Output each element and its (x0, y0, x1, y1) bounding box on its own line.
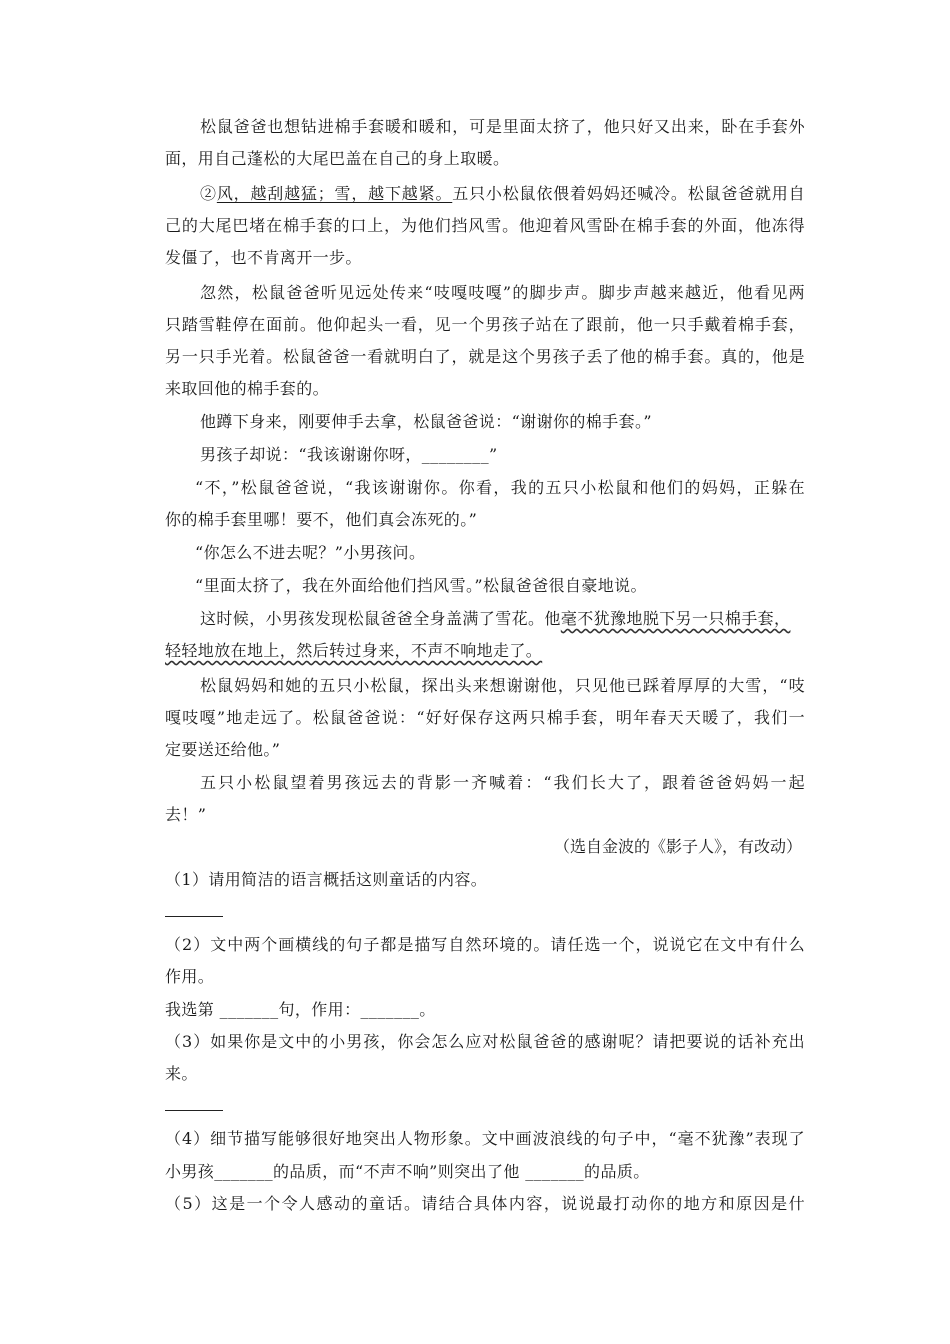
story-p11-line1: 五只小松鼠望着男孩远去的背影一齐喊着：“我们长大了，跟着爸爸妈妈一起 (200, 773, 805, 792)
story-p3-line3: 另一只手光着。松鼠爸爸一看就明白了，就是这个男孩子丢了他的棉手套。真的，他是 (165, 347, 805, 366)
story-p5-blank: ________ (421, 445, 489, 464)
story-p5-text: 男孩子却说：“我该谢谢你呀， (200, 445, 422, 464)
story-p10-line2: 嘎吱嘎”地走远了。松鼠爸爸说：“好好保存这两只棉手套，明年春天天暖了，我们一 (165, 708, 805, 727)
question-2-answer: 我选第 _______句，作用：_______。 (165, 1000, 436, 1019)
story-p7: “你怎么不进去呢？”小男孩问。 (195, 543, 426, 562)
story-p2-line2: 己的大尾巴堵在棉手套的口上，为他们挡风雪。他迎着风雪卧在棉手套的外面，他冻得 (165, 216, 805, 235)
story-p9-line1 (200, 608, 805, 630)
story-p11-line2: 去！” (165, 805, 207, 824)
story-p4: 他蹲下身来，刚要伸手去拿，松鼠爸爸说：“谢谢你的棉手套。” (200, 412, 652, 431)
story-p1-line1: 松鼠爸爸也想钻进棉手套暖和暖和，可是里面太挤了，他只好又出来，卧在手套外 (200, 117, 805, 136)
source-citation: （选自金波的《影子人》，有改动） (553, 837, 802, 856)
question-5-line1: （5）这是一个令人感动的童话。请结合具体内容，说说最打动你的地方和原因是什 (165, 1194, 805, 1213)
story-p2-line1 (200, 183, 805, 205)
question-4-line2: 小男孩_______的品质，而“不声不响”则突出了他 _______的品质。 (165, 1162, 650, 1181)
question-2-line1: （2）文中两个画横线的句子都是描写自然环境的。请任选一个，说说它在文中有什么 (165, 935, 805, 954)
answer-line-3 (165, 1110, 223, 1111)
story-p5-close-quote: ” (488, 445, 498, 464)
story-p3-line1: 忽然，松鼠爸爸听见远处传来“吱嘎吱嘎”的脚步声。脚步声越来越近，他看见两 (200, 283, 805, 302)
answer-line-1 (165, 916, 223, 917)
story-p9-line2 (165, 640, 805, 662)
story-p6-line1: “不，”松鼠爸爸说，“我该谢谢你。你看，我的五只小松鼠和他们的妈妈，正躲在 (195, 478, 805, 497)
story-p8: “里面太挤了，我在外面给他们挡风雪。”松鼠爸爸很自豪地说。 (195, 576, 647, 595)
story-p2-line3: 发僵了，也不肯离开一步。 (165, 248, 362, 267)
story-p10-line3: 定要送还给他。” (165, 740, 281, 759)
question-4-line1: （4）细节描写能够很好地突出人物形象。文中画波浪线的句子中，“毫不犹豫”表现了 (165, 1129, 805, 1148)
sentence-marker-2: ② (200, 184, 217, 203)
story-p6-line2: 你的棉手套里哪！要不，他们真会冻死的。” (165, 510, 478, 529)
question-3-line1: （3）如果你是文中的小男孩，你会怎么应对松鼠爸爸的感谢呢？请把要说的话补充出 (165, 1032, 805, 1051)
story-p10-line1: 松鼠妈妈和她的五只小松鼠，探出头来想谢谢他，只见他已踩着厚厚的大雪，“吱 (200, 676, 805, 695)
story-p3-line2: 只踏雪鞋停在面前。他仰起头一看，见一个男孩子站在了跟前，他一只手戴着棉手套， (165, 315, 805, 334)
story-p5 (200, 444, 805, 466)
story-p9-text: 这时候，小男孩发现松鼠爸爸全身盖满了雪花。他 (200, 609, 561, 628)
question-2-line2: 作用。 (165, 967, 215, 986)
story-p1-line2: 面，用自己蓬松的大尾巴盖在自己的身上取暖。 (165, 149, 510, 168)
story-p2-rest: 五只小松鼠依偎着妈妈还喊冷。松鼠爸爸就用自 (452, 184, 805, 203)
wavy-sentence-part2: 轻轻地放在地上，然后转过身来，不声不响地走了。 (165, 641, 543, 660)
wavy-sentence-part1: 毫不犹豫地脱下另一只棉手套， (560, 609, 791, 628)
question-1: （1）请用简洁的语言概括这则童话的内容。 (165, 870, 488, 889)
underlined-sentence-2: 风，越刮越猛；雪，越下越紧。 (216, 184, 453, 203)
story-p3-line4: 来取回他的棉手套的。 (165, 379, 330, 398)
question-3-line2: 来。 (165, 1064, 198, 1083)
